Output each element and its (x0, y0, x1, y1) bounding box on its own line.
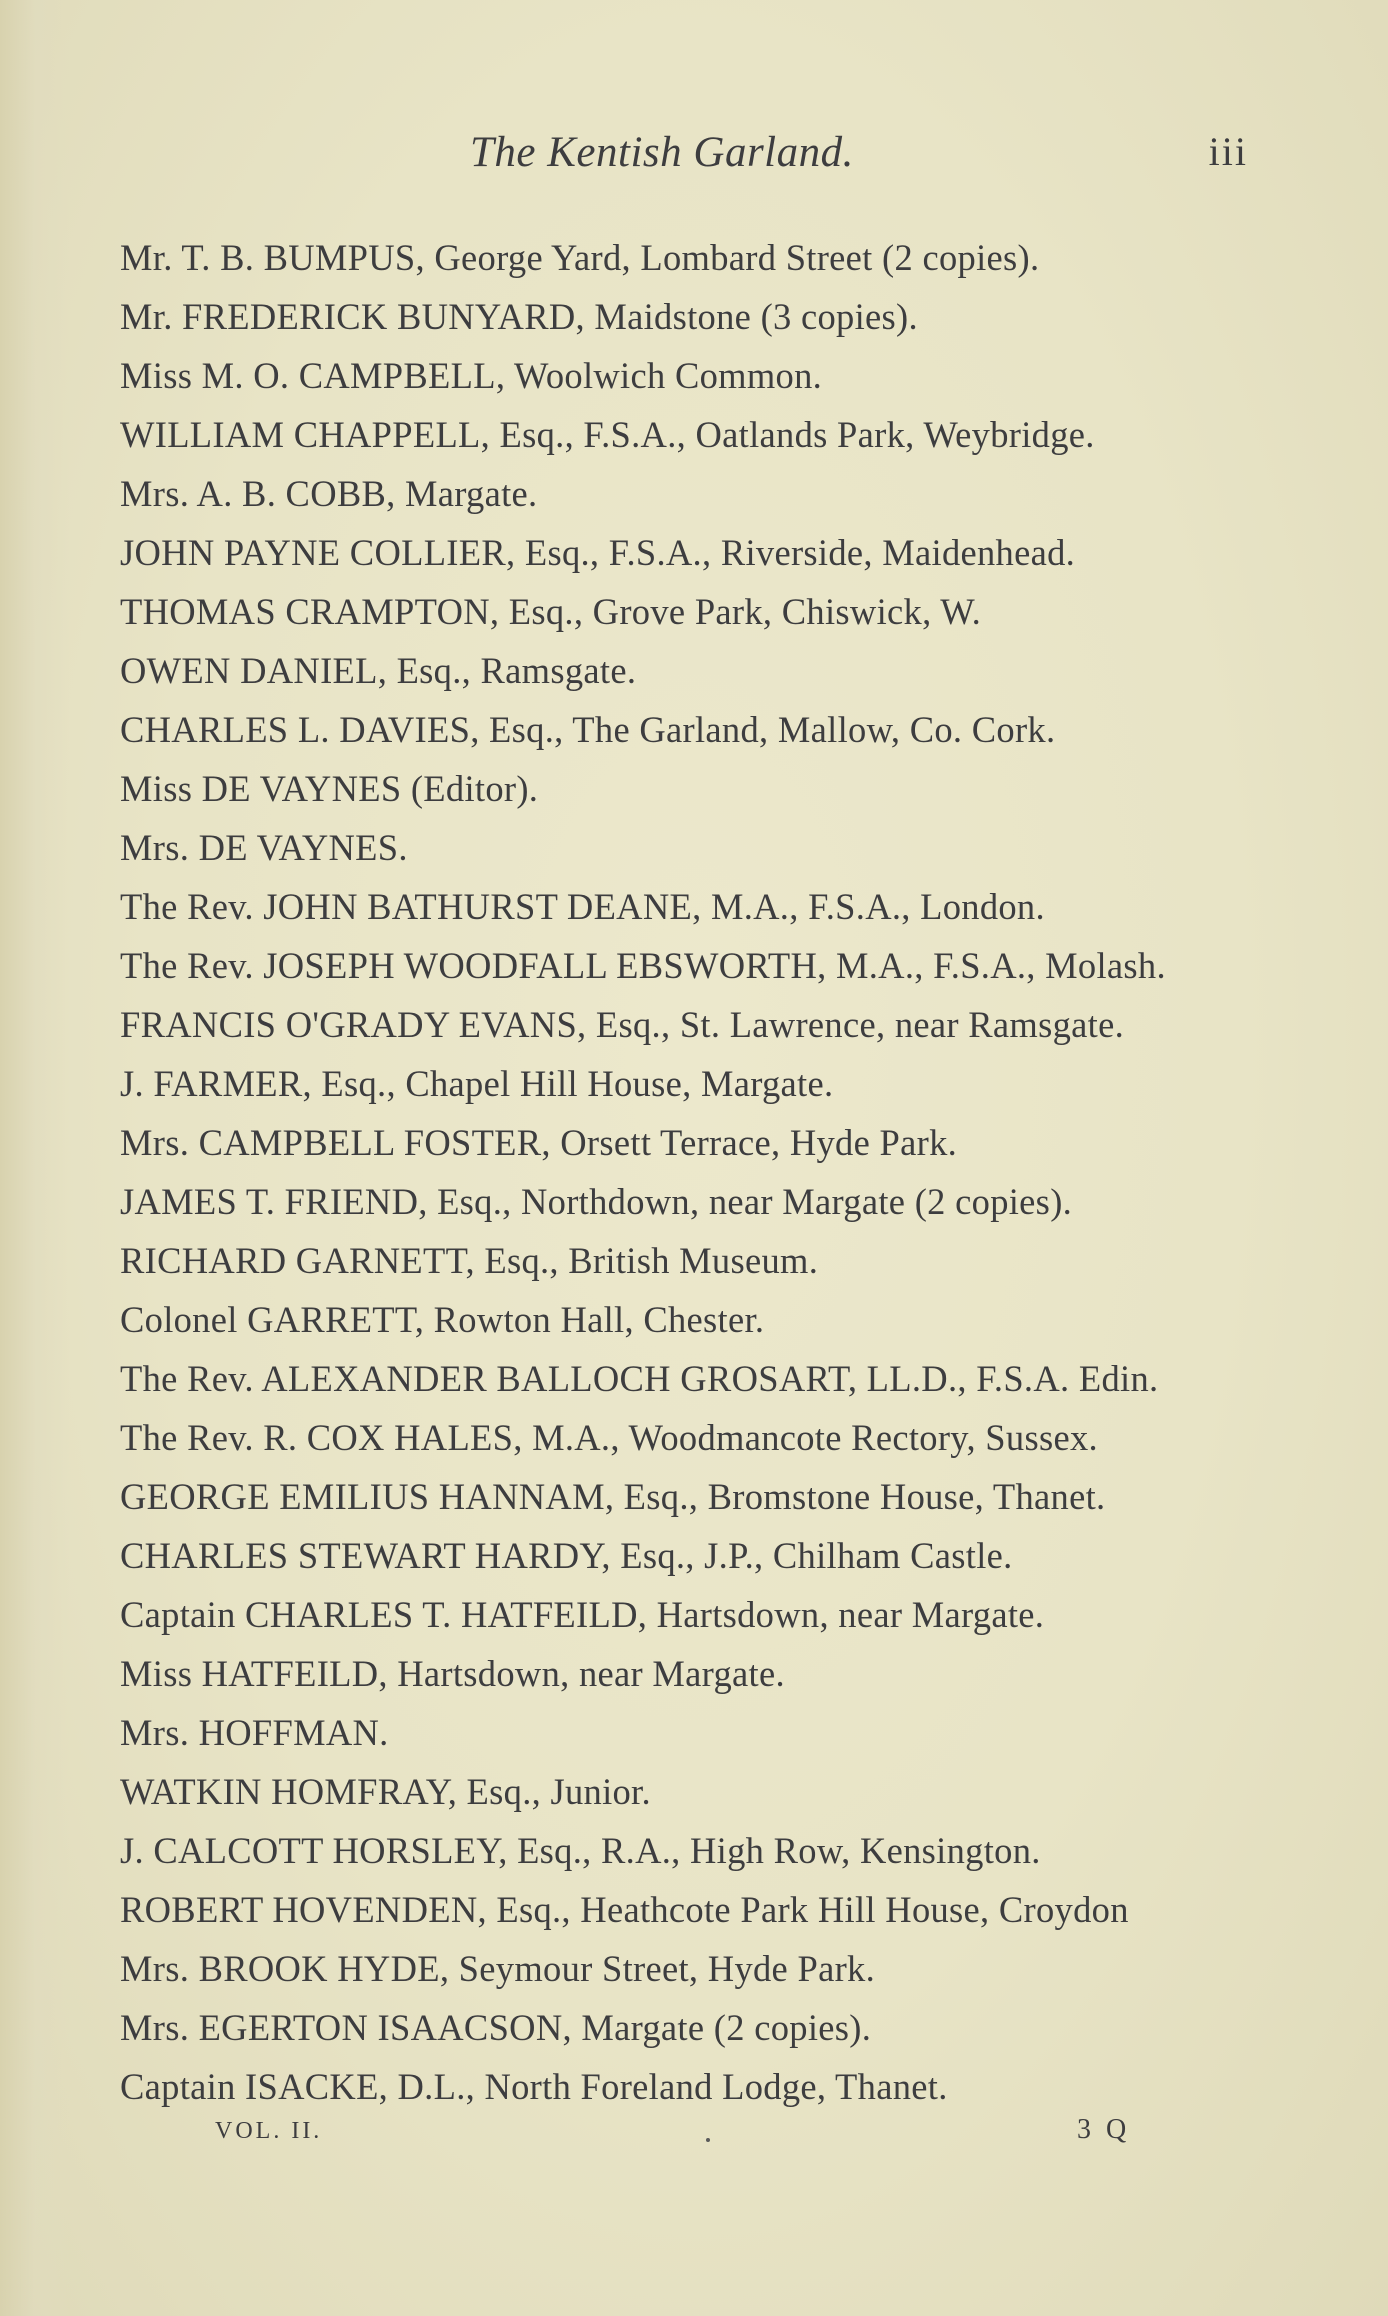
subscriber-entry: CHARLES STEWART HARDY, Esq., J.P., Chilham Castle. (120, 1535, 1013, 1576)
subscriber-entry: Mr. FREDERICK BUNYARD, Maidstone (3 copies). (120, 296, 918, 337)
subscriber-entry: The Rev. JOSEPH WOODFALL EBSWORTH, M.A., F.S.A., Molash. (120, 945, 1166, 986)
subscriber-entry: RICHARD GARNETT, Esq., British Museum. (120, 1240, 819, 1281)
page-header (0, 128, 1388, 198)
signature-mark: 3 Q (1077, 2114, 1131, 2145)
subscriber-entry: Miss HATFEILD, Hartsdown, near Margate. (120, 1653, 785, 1694)
subscriber-entry: The Rev. R. COX HALES, M.A., Woodmancote Rectory, Sussex. (120, 1417, 1098, 1458)
page-gutter-shadow (0, 0, 70, 2316)
subscriber-entry: CHARLES L. DAVIES, Esq., The Garland, Mallow, Co. Cork. (120, 709, 1056, 750)
subscriber-entry: Miss M. O. CAMPBELL, Woolwich Common. (120, 355, 823, 396)
running-title: The Kentish Garland. (470, 129, 854, 176)
subscriber-entry: Mrs. EGERTON ISAACSON, Margate (2 copies). (120, 2007, 872, 2048)
subscriber-entry: WATKIN HOMFRAY, Esq., Junior. (120, 1771, 651, 1812)
subscriber-entry: THOMAS CRAMPTON, Esq., Grove Park, Chiswick, W. (120, 591, 982, 632)
subscriber-entry: Mrs. DE VAYNES. (120, 827, 408, 868)
subscriber-entry: The Rev. JOHN BATHURST DEANE, M.A., F.S.A., London. (120, 886, 1045, 927)
printer-dot (706, 2138, 710, 2142)
subscriber-entry: JAMES T. FRIEND, Esq., Northdown, near Margate (2 copies). (120, 1181, 1073, 1222)
subscriber-entry: JOHN PAYNE COLLIER, Esq., F.S.A., Riverside, Maidenhead. (120, 532, 1076, 573)
subscriber-entry: J. FARMER, Esq., Chapel Hill House, Margate. (120, 1063, 834, 1104)
page-footer (0, 2114, 1388, 2168)
subscriber-entry: The Rev. ALEXANDER BALLOCH GROSART, LL.D., F.S.A. Edin. (120, 1358, 1159, 1399)
subscriber-entry: WILLIAM CHAPPELL, Esq., F.S.A., Oatlands Park, Weybridge. (120, 414, 1095, 455)
subscriber-entry: Mrs. A. B. COBB, Margate. (120, 473, 538, 514)
subscriber-entry: J. CALCOTT HORSLEY, Esq., R.A., High Row, Kensington. (120, 1830, 1041, 1871)
page-number: iii (1208, 129, 1248, 174)
subscriber-entry: Mrs. CAMPBELL FOSTER, Orsett Terrace, Hyde Park. (120, 1122, 958, 1163)
volume-label: VOL. II. (215, 2118, 323, 2144)
subscriber-entry: FRANCIS O'GRADY EVANS, Esq., St. Lawrence, near Ramsgate. (120, 1004, 1125, 1045)
subscriber-entry: Mr. T. B. BUMPUS, George Yard, Lombard Street (2 copies). (120, 237, 1040, 278)
subscriber-list (120, 228, 1320, 2116)
subscriber-entry: Captain CHARLES T. HATFEILD, Hartsdown, near Margate. (120, 1594, 1045, 1635)
subscriber-entry: Colonel GARRETT, Rowton Hall, Chester. (120, 1299, 765, 1340)
subscriber-entry: Mrs. BROOK HYDE, Seymour Street, Hyde Park. (120, 1948, 876, 1989)
subscriber-entry: GEORGE EMILIUS HANNAM, Esq., Bromstone House, Thanet. (120, 1476, 1106, 1517)
subscriber-entry: Mrs. HOFFMAN. (120, 1712, 389, 1753)
subscriber-entry: Miss DE VAYNES (Editor). (120, 768, 539, 809)
subscriber-entry: Captain ISACKE, D.L., North Foreland Lodge, Thanet. (120, 2066, 948, 2107)
subscriber-entry: ROBERT HOVENDEN, Esq., Heathcote Park Hill House, Croydon (120, 1889, 1129, 1930)
subscriber-entry: OWEN DANIEL, Esq., Ramsgate. (120, 650, 637, 691)
